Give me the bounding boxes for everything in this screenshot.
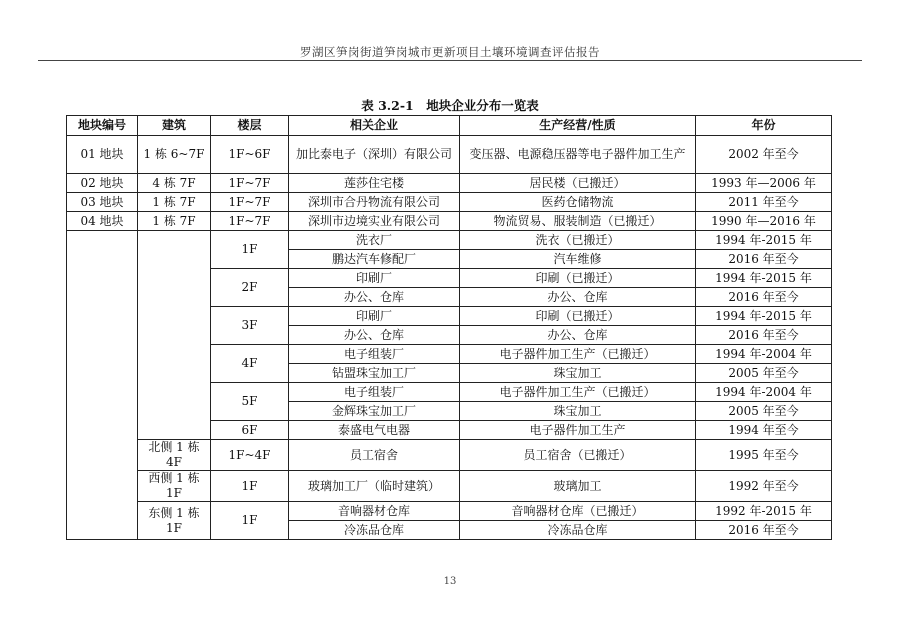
company-cell: 深圳市边境实业有限公司 [289, 212, 460, 231]
company-cell: 金辉珠宝加工厂 [289, 402, 460, 421]
table-row [67, 193, 832, 212]
col-header-plot: 地块编号 [67, 116, 138, 136]
table-row [67, 440, 832, 471]
business-cell: 办公、仓库 [460, 326, 696, 345]
building-cell: 1 栋 7F [138, 193, 211, 212]
year-cell: 2016 年至今 [696, 326, 832, 345]
year-cell: 1995 年至今 [696, 440, 832, 471]
floor-cell: 1F~4F [211, 440, 289, 471]
year-cell: 1992 年-2015 年 [696, 502, 832, 521]
plot-cell: 01 地块 [67, 136, 138, 174]
building-cell: 1 栋 7F [138, 212, 211, 231]
company-cell: 电子组装厂 [289, 345, 460, 364]
company-cell: 洗衣厂 [289, 231, 460, 250]
business-cell: 珠宝加工 [460, 364, 696, 383]
col-header-company: 相关企业 [289, 116, 460, 136]
year-cell: 1994 年-2004 年 [696, 383, 832, 402]
building-cell-empty [138, 231, 211, 440]
building-cell: 东侧 1 栋 1F [138, 502, 211, 540]
business-cell: 电子器件加工生产（已搬迁） [460, 383, 696, 402]
col-header-year: 年份 [696, 116, 832, 136]
building-cell: 北侧 1 栋 4F [138, 440, 211, 471]
year-cell: 1994 年至今 [696, 421, 832, 440]
building-cell: 西侧 1 栋 1F [138, 471, 211, 502]
building-cell: 1 栋 6~7F [138, 136, 211, 174]
year-cell: 2016 年至今 [696, 250, 832, 269]
floor-cell: 2F [211, 269, 289, 307]
col-header-building: 建筑 [138, 116, 211, 136]
year-cell: 1992 年至今 [696, 471, 832, 502]
business-cell: 汽车维修 [460, 250, 696, 269]
floor-cell: 1F~6F [211, 136, 289, 174]
header-rule [38, 60, 862, 61]
year-cell: 1994 年-2004 年 [696, 345, 832, 364]
business-cell: 员工宿舍（已搬迁） [460, 440, 696, 471]
page-number: 13 [443, 576, 457, 587]
plot-cell: 04 地块 [67, 212, 138, 231]
year-cell: 2011 年至今 [696, 193, 832, 212]
business-cell: 珠宝加工 [460, 402, 696, 421]
business-cell: 医药仓储物流 [460, 193, 696, 212]
year-cell: 1993 年—2006 年 [696, 174, 832, 193]
business-cell: 变压器、电源稳压器等电子器件加工生产 [460, 136, 696, 174]
business-cell: 电子器件加工生产（已搬迁） [460, 345, 696, 364]
business-cell: 印刷（已搬迁） [460, 269, 696, 288]
plot-cell: 03 地块 [67, 193, 138, 212]
floor-cell: 1F~7F [211, 212, 289, 231]
business-cell: 洗衣（已搬迁） [460, 231, 696, 250]
floor-cell: 5F [211, 383, 289, 421]
year-cell: 2002 年至今 [696, 136, 832, 174]
document-header: 罗湖区笋岗街道笋岗城市更新项目土壤环境调查评估报告 [300, 45, 600, 59]
floor-cell: 3F [211, 307, 289, 345]
business-cell: 冷冻品仓库 [460, 521, 696, 540]
company-cell: 钻盟珠宝加工厂 [289, 364, 460, 383]
floor-cell: 1F [211, 471, 289, 502]
business-cell: 玻璃加工 [460, 471, 696, 502]
year-cell: 2016 年至今 [696, 521, 832, 540]
business-cell: 物流贸易、服装制造（已搬迁） [460, 212, 696, 231]
table-caption: 表 3.2-1 地块企业分布一览表 [361, 98, 539, 113]
company-cell: 音响器材仓库 [289, 502, 460, 521]
table-row [67, 502, 832, 521]
floor-cell: 6F [211, 421, 289, 440]
company-cell: 冷冻品仓库 [289, 521, 460, 540]
floor-cell: 1F~7F [211, 174, 289, 193]
company-cell: 员工宿舍 [289, 440, 460, 471]
company-cell: 泰盛电气电器 [289, 421, 460, 440]
year-cell: 1994 年-2015 年 [696, 269, 832, 288]
floor-cell: 1F [211, 231, 289, 269]
company-cell: 办公、仓库 [289, 288, 460, 307]
year-cell: 2005 年至今 [696, 402, 832, 421]
year-cell: 2016 年至今 [696, 288, 832, 307]
company-cell: 加比泰电子（深圳）有限公司 [289, 136, 460, 174]
table-row [67, 174, 832, 193]
table-row [67, 231, 832, 250]
company-cell: 印刷厂 [289, 269, 460, 288]
floor-cell: 1F [211, 502, 289, 540]
year-cell: 1990 年—2016 年 [696, 212, 832, 231]
company-cell: 印刷厂 [289, 307, 460, 326]
year-cell: 2005 年至今 [696, 364, 832, 383]
floor-cell: 4F [211, 345, 289, 383]
business-cell: 办公、仓库 [460, 288, 696, 307]
col-header-floor: 楼层 [211, 116, 289, 136]
company-cell: 鹏达汽车修配厂 [289, 250, 460, 269]
enterprise-table [66, 115, 832, 540]
floor-cell: 1F~7F [211, 193, 289, 212]
table-row [67, 212, 832, 231]
business-cell: 印刷（已搬迁） [460, 307, 696, 326]
year-cell: 1994 年-2015 年 [696, 307, 832, 326]
company-cell: 玻璃加工厂（临时建筑） [289, 471, 460, 502]
business-cell: 电子器件加工生产 [460, 421, 696, 440]
company-cell: 莲莎住宅楼 [289, 174, 460, 193]
company-cell: 办公、仓库 [289, 326, 460, 345]
plot-cell-empty [67, 231, 138, 540]
building-cell: 4 栋 7F [138, 174, 211, 193]
plot-cell: 02 地块 [67, 174, 138, 193]
col-header-business: 生产经营/性质 [460, 116, 696, 136]
business-cell: 居民楼（已搬迁） [460, 174, 696, 193]
year-cell: 1994 年-2015 年 [696, 231, 832, 250]
company-cell: 电子组装厂 [289, 383, 460, 402]
table-row [67, 471, 832, 502]
company-cell: 深圳市合丹物流有限公司 [289, 193, 460, 212]
table-row [67, 136, 832, 174]
business-cell: 音响器材仓库（已搬迁） [460, 502, 696, 521]
